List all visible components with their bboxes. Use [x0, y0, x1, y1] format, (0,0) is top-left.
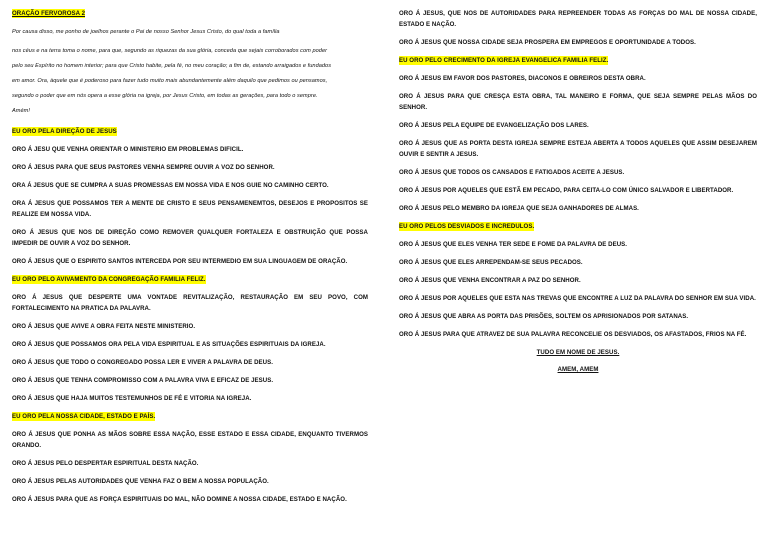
prayer-line: ORA Á JESUS QUE SE CUMPRA A SUAS PROMESSAS EM NOSSA VIDA E NOS GUIE NO CAMINHO CERTO. [12, 182, 329, 189]
prayer-line: ORO Á JESUS PELA EQUIPE DE EVANGELIZAÇÃO DOS LARES. [399, 122, 589, 129]
prayer-line: ORO Á JESUS QUE AS PORTA DESTA IGREJA SEMPRE ESTEJA ABERTA A TODOS AQUELES QUE ASSIM DESEJAREM OUVIR E SENTIR A JESUS. [399, 140, 757, 158]
intro-line: Por causa disso, me ponho de joelhos perante o Pai de nosso Senhor Jesus Cristo, do qual toda a família [12, 29, 280, 35]
section-heading: EU ORO PELO CRECIMENTO DA IGREJA EVANGELICA FAMILIA FELIZ. [399, 57, 609, 64]
section-heading: EU ORO PELOS DESVIADOS E INCREDULOS. [399, 223, 535, 230]
prayer-line: ORO Á JESU QUE VENHA ORIENTAR O MINISTERIO EM PROBLEMAS DIFICIL. [12, 146, 244, 153]
prayer-line: ORA Á JESUS QUE POSSAMOS TER A MENTE DE CRISTO E SEUS PENSAMENEMTOS, DESEJOS E PROPOSITOS SE REALIZE EM NOSSA VIDA. [12, 200, 368, 218]
section-heading: EU ORO PELA DIREÇÃO DE JESUS [12, 128, 117, 135]
prayer-line: ORO Á JESUS PARA QUE SEUS PASTORES VENHA SEMPRE OUVIR A VOZ DO SENHOR. [12, 164, 275, 171]
prayer-line: ORO Á JESUS PELAS AUTORIDADES QUE VENHA FAZ O BEM A NOSSA POPULAÇÃO. [12, 478, 269, 485]
prayer-line: ORO Á JESUS QUE O ESPIRITO SANTOS INTERCEDA POR SEU INTERMEDIO EM SUA LINGUAGEM DE ORAÇÃO. [12, 258, 348, 265]
document-title: ORAÇÃO FERVOROSA 2 [12, 10, 86, 17]
prayer-line: ORO Á JESUS QUE POSSAMOS ORA PELA VIDA ESPIRITUAL E AS SITUAÇÕES ESPIRITUAIS DA IGREJA. [12, 341, 326, 348]
prayer-line: ORO Á JESUS QUE ELES VENHA TER SEDE E FOME DA PALAVRA DE DEUS. [399, 241, 628, 248]
prayer-line: ORO Á JESUS QUE TODO O CONGREGADO POSSA LER E VIVER A PALAVRA DE DEUS. [12, 359, 273, 366]
prayer-line: ORO Á JESUS, QUE NOS DE AUTORIDADES PARA REPREENDER TODAS AS FORÇAS DO MAL DE NOSSA CIDADE, ESTADO E NAÇÃO. [399, 10, 757, 28]
prayer-line: ORO Á JESUS QUE PONHA AS MÃOS SOBRE ESSA NAÇÃO, ESSE ESTADO E ESSA CIDADE, ENQUANTO TIVERMOS ORANDO. [12, 431, 368, 449]
intro-line: nos céus e na terra toma o nome, para que, segundo as riquezas da sua glória, conceda que sejais corroborados com poder [12, 48, 328, 54]
prayer-line: ORO Á JESUS POR AQUELES QUE ESTÃ EM PECADO, PARA CEITA-LO COM ÚNICO SALVADOR E LIBERTADOR. [399, 187, 734, 194]
prayer-line: ORO Á JESUS PARA QUE AS FORÇA ESPIRITUAIS DO MAL, NÃO DOMINE A NOSSA CIDADE, ESTADO E NAÇÃO. [12, 496, 347, 503]
intro-line: segundo o poder que em nós opera a esse glória na igreja, por Jesus Cristo, em todas as gerações, para todo o sempre. [12, 93, 318, 99]
prayer-line: ORO Á JESUS QUE TODOS OS CANSADOS E FATIGADOS ACEITE A JESUS. [399, 169, 625, 176]
section-heading: EU ORO PELA NOSSA CIDADE, ESTADO E PAÍS. [12, 413, 156, 420]
prayer-line: ORO Á JESUS PELO MEMBRO DA IGREJA QUE SEJA GANHADORES DE ALMAS. [399, 205, 639, 212]
section-heading: EU ORO PELO AVIVAMENTO DA CONGREGAÇÃO FAMILIA FELIZ. [12, 276, 206, 283]
right-column [399, 8, 757, 381]
prayer-line: ORO Á JESUS PARA QUE CRESÇA ESTA OBRA, TAL MANEIRO E FORMA, QUE SEJA SEMPRE PELAS MÃOS DO SENHOR. [399, 93, 757, 111]
prayer-line: ORO Á JESUS QUE AVIVE A OBRA FEITA NESTE MINISTERIO. [12, 323, 196, 330]
prayer-line: ORO Á JESUS POR AQUELES QUE ESTA NAS TREVAS QUE ENCONTRE A LUZ DA PALAVRA DO SENHOR EM SUA VIDA. [399, 295, 756, 302]
prayer-line: ORO Á JESUS QUE ABRA AS PORTA DAS PRISÕES, SOLTEM OS APRISIONADOS POR SATANAS. [399, 313, 689, 320]
prayer-line: ORO Á JESUS QUE TENHA COMPROMISSO COM A PALAVRA VIVA E EFICAZ DE JESUS. [12, 377, 274, 384]
prayer-line: ORO Á JESUS QUE HAJA MUITOS TESTEMUNHOS DE FÉ E VITORIA NA IGREJA. [12, 395, 252, 402]
left-column [12, 8, 368, 512]
prayer-line: ORO Á JESUS EM FAVOR DOS PASTORES, DIACONOS E OBREIROS DESTA OBRA. [399, 75, 646, 82]
intro-line: Amém! [12, 108, 30, 114]
intro-line: em amor. Ora, àquele que é poderoso para fazer tudo muito mais abundantemente além daquilo que pedimos ou pensamos, [12, 78, 328, 84]
prayer-line: ORO Á JESUS QUE NOS DE DIREÇÃO COMO REMOVER QUALQUER FORTALEZA E OBSTRUIÇÃO QUE POSSA IMPEDIR DE OUVIR A VOZ DO SENHOR. [12, 229, 368, 247]
prayer-line: ORO Á JESUS PELO DESPERTAR ESPIRITUAL DESTA NAÇÃO. [12, 460, 199, 467]
prayer-line: ORO Á JESUS QUE VENHA ENCONTRAR A PAZ DO SENHOR. [399, 277, 581, 284]
closing-line: TUDO EM NOME DE JESUS. [536, 349, 620, 356]
closing-line: AMEM, AMEM [557, 366, 599, 373]
prayer-line: ORO Á JESUS QUE NOSSA CIDADE SEJA PROSPERA EM EMPREGOS E OPORTUNIDADE A TODOS. [399, 39, 696, 46]
prayer-line: ORO Á JESUS QUE ELES ARREPENDAM-SE SEUS PECADOS. [399, 259, 583, 266]
prayer-line: ORO Á JESUS PARA QUE ATRAVEZ DE SUA PALAVRA RECONCELIE OS DESVIADOS, OS AFASTADOS, FRIOS NA FÉ. [399, 331, 747, 338]
intro-line: pelo seu Espírito no homem interior; para que Cristo habite, pela fé, no meu coração; a fim de, estando arraigados e fundados [12, 63, 332, 69]
prayer-line: ORO Á JESUS QUE DESPERTE UMA VONTADE REVITALIZAÇÃO, RESTAURAÇÃO EM SEU POVO, COM FORTALECIMENTO NA PRATICA DA PALAVRA. [12, 294, 368, 312]
